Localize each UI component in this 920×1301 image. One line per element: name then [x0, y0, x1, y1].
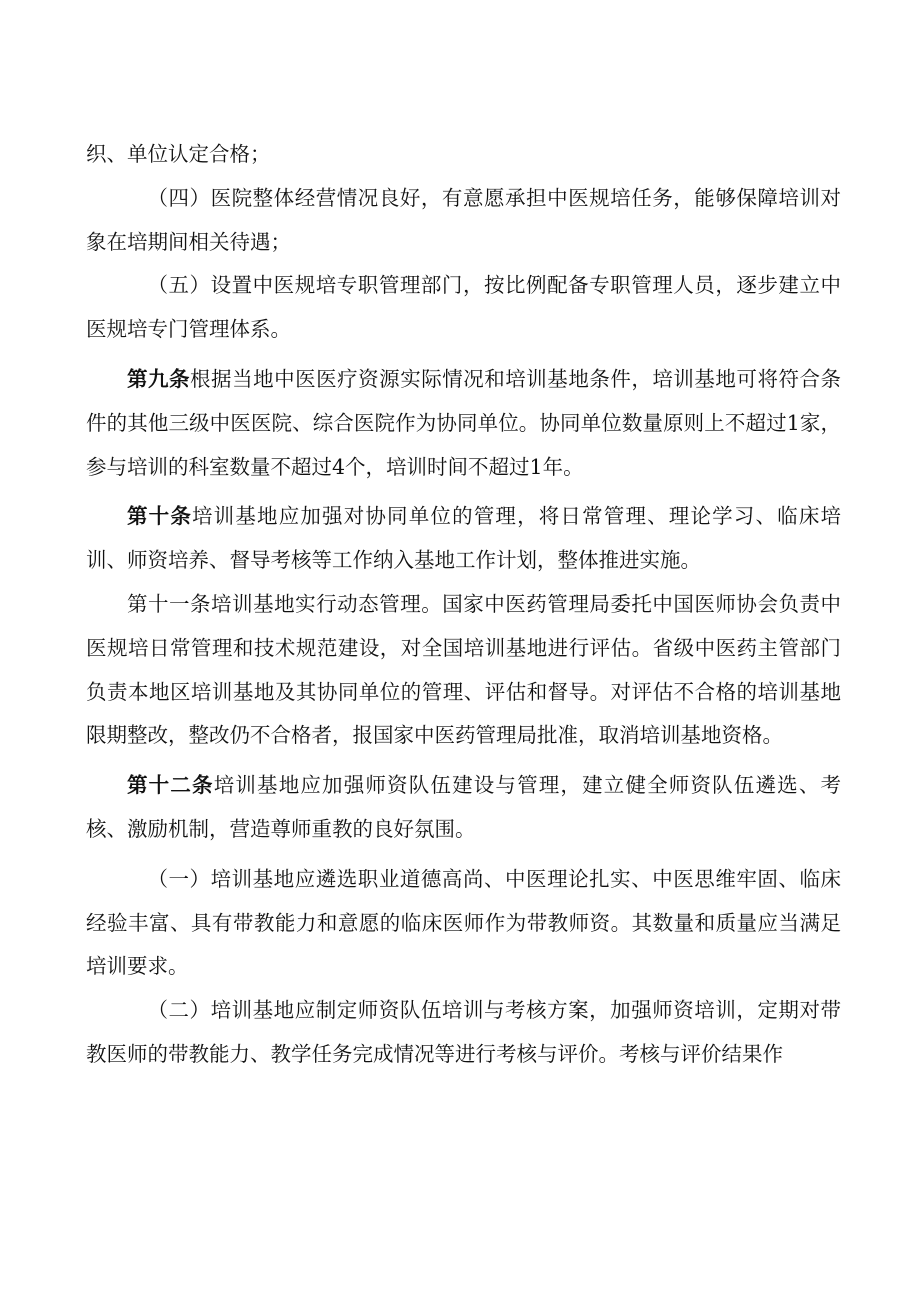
article-12-title: 第十二条 — [127, 773, 214, 798]
article-12-item-1: （一）培训基地应遴选职业道德高尚、中医理论扎实、中医思维牢固、临床经验丰富、具有带教能力和意愿的临床医师作为带教师资。其数量和质量应当满足培训要求。 — [86, 866, 841, 979]
article-9-title: 第九条 — [127, 366, 191, 391]
article-10-title: 第十条 — [127, 504, 193, 529]
article-9-body: 根据当地中医医疗资源实际情况和培训基地条件，培训基地可将符合条件的其他三级中医医院、综合医院作为协同单位。协同单位数量原则上不超过1家，参与培训的科室数量不超过4个，培训时间不超过1年。 — [86, 366, 841, 479]
paragraph-item-4: （四）医院整体经营情况良好，有意愿承担中医规培任务，能够保障培训对象在培期间相关待遇； — [86, 185, 841, 254]
document-page — [86, 133, 841, 1077]
article-9 — [86, 358, 841, 489]
article-12-body: 培训基地应加强师资队伍建设与管理，建立健全师资队伍遴选、考核、激励机制，营造尊师重教的良好氛围。 — [86, 773, 841, 841]
article-12-item-2: （二）培训基地应制定师资队伍培训与考核方案，加强师资培训，定期对带教医师的带教能力、教学任务完成情况等进行考核与评价。考核与评价结果作 — [86, 998, 841, 1066]
article-12 — [86, 764, 841, 852]
paragraph-continuation: 织、单位认定合格； — [86, 142, 271, 166]
article-10-body: 培训基地应加强对协同单位的管理，将日常管理、理论学习、临床培训、师资培养、督导考核等工作纳入基地工作计划，整体推进实施。 — [86, 504, 841, 573]
article-11: 第十一条培训基地实行动态管理。国家中医药管理局委托中国医师协会负责中医规培日常管理和技术规范建设，对全国培训基地进行评估。省级中医药主管部门负责本地区培训基地及其协同单位的管理、评估和督导。对评估不合格的培训基地限期整改，整改仍不合格者，报国家中医药管理局批准，取消培训基地资格。 — [86, 591, 841, 748]
article-10 — [86, 495, 841, 583]
paragraph-item-5: （五）设置中医规培专职管理部门，按比例配备专职管理人员，逐步建立中医规培专门管理体系。 — [86, 273, 841, 342]
